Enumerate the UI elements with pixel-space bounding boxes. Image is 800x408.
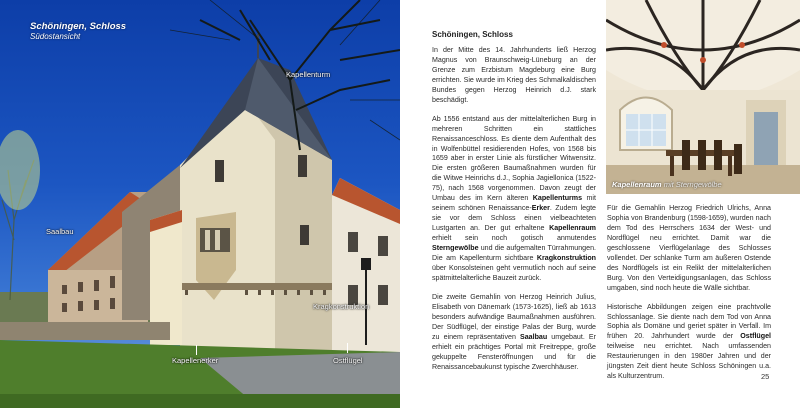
chapel-interior-photo (606, 0, 800, 194)
paragraph: Ab 1556 entstand aus der mittelalterlichen Burg in mehreren Schritten ein stattliches Renaissanceschloss. Es diente dem Aufenthalt des in Wolfenbüttel residierenden Hofes, von 1568 bis 1659 aber in erster Linie als fürstlicher Witwensitz. Die ersten größeren Baumaßnahmen wurden für die Witwe Heinrichs d.J., Sophia Jagiellonica (1522-75), nach 1568 vorgenommen. Davon zeugt der Umbau des im Kern älteren Kapellenturms mit seinem schönen Renaissance-Erker. Zudem legte sie vor dem Schloss einen vielbeachteten Lustgarten an. Der gut erhaltene Kapellenraum erhielt sein noch gotisch anmutendes Sterngewölbe und die aufgemalten Türrahmungen. Die am Kapellenturm sichtbare Kragkonstruktion über Konsolsteinen geht vermutlich noch auf seine spätmittelalterliche Bauzeit zurück. (432, 114, 596, 282)
label-pointer (196, 345, 197, 355)
label-kapellenerker: Kapellenerker (172, 356, 219, 365)
main-text-column (432, 30, 596, 382)
paragraph: Historische Abbildungen zeigen eine prachtvolle Schlossanlage. Sie diente nach dem Tod von Anna Sophia als Domäne und geriet später in Verfall. Im frühen 20. Jahrhundert wurde der Ostflügel teilweise neu errichtet. Nach umfassenden Restaurierungen in den 1980er Jahren und der jüngsten Zeit dient heute Schloss Schöningen u.a. als Kulturzentrum. (607, 302, 771, 381)
photo-title: Schöningen, Schloss (30, 21, 127, 32)
page-number: 25 (761, 372, 770, 381)
photo-subtitle: Südostansicht (30, 32, 81, 41)
photo-caption: Kapellenraum mit Sterngewölbe (612, 180, 722, 189)
section-heading: Schöningen, Schloss (432, 30, 513, 39)
label-pointer (347, 343, 348, 353)
label-kapellenturm: Kapellenturm (286, 70, 331, 79)
right-text-column (607, 204, 771, 391)
label-saalbau: Saalbau (46, 227, 74, 236)
paragraph: Die zweite Gemahlin von Herzog Heinrich Julius, Elisabeth von Dänemark (1573-1625), ließ ab 1613 besonders aufwändige Baumaßnahmen ausführen. Der Südflügel, der einstige Palas der Burg, wurde zu einem repräsentativen Saalbau umgebaut. Er erhielt ein prächtiges Portal mit Freitreppe, große gekuppelte Fensteröffnungen und für die Renaissancebaukunst typische Zwerchhäuser. (432, 292, 596, 371)
label-ostfluegel: Ostflügel (333, 356, 363, 365)
label-kragkonstruktion: Kragkonstruktion (313, 302, 370, 311)
chapel-illustration (606, 0, 800, 194)
paragraph: Für die Gemahlin Herzog Friedrich Ulrichs, Anna Sophia von Brandenburg (1598-1659), wurden nach dem Tod des Herrschers 1634 der West- und Nordflügel neu errichtet. Damit war die geschlossene Vierflügelanlage des Schlosses vollendet. Der schlanke Turm am äußeren Ostende des Nordflügels ist ein Relikt der mittelalterlichen Burg. Von den Verteidigungsanlagen, das Schloss umgaben, sind noch heute die Wälle sichtbar. (607, 204, 771, 292)
paragraph: In der Mitte des 14. Jahrhunderts ließ Herzog Magnus von Braunschweig-Lüneburg an der Grenze zum Erzbistum Magdeburg eine Burg errichten. Sie wurde im Krieg des Schmalkaldischen Bundes gegen Herzog Heinrich d.J. stark beschädigt. (432, 45, 596, 104)
